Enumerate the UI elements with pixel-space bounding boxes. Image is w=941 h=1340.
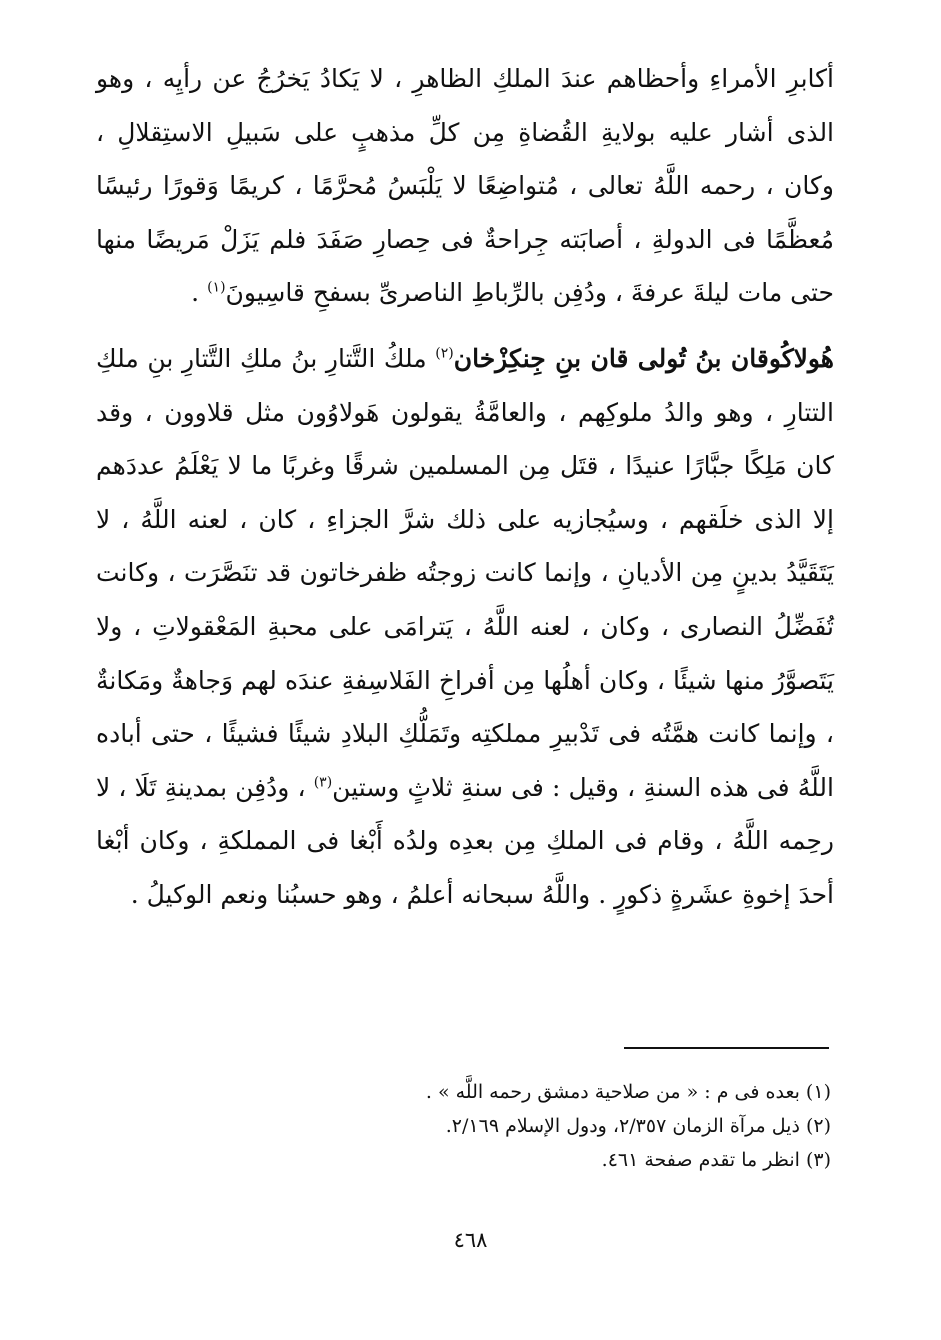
text-line: اللَّهُ تعالى ، مُتواضِعًا لا يَلْبَسُ مُحرَّمًا ، كريمًا وَقورًا رئيسًا مُعظَّمًا فى الدولةِ ، [96, 171, 834, 254]
paragraph-2 [96, 332, 834, 922]
text-line: وستين [332, 772, 400, 802]
text-line: المملكةِ ، وكان أبْغا أحدَ إخوةِ عشَرةٍ ذكورٍ . واللَّهُ سبحانه أعلمُ ، وهو حسبُنا [96, 826, 834, 909]
footnote-marker: (١) [207, 280, 226, 297]
footnote-divider [624, 1047, 829, 1049]
footnote-marker: (٣) [313, 774, 333, 791]
text-line: كانت زوجتُه ظفرخاتون قد تنَصَّرَت ، وكانت تُفَضِّلُ النصارى ، وكان ، لعنه [96, 558, 834, 641]
main-text [96, 52, 834, 922]
text-line: ونعم الوكيلُ . [130, 879, 269, 909]
footnotes [231, 1075, 831, 1177]
text-line: بالرِّباطِ الناصرىِّ بسفحِ قاسِيونَ [225, 278, 545, 308]
text-line: جبَّارًا عنيدًا ، قتَل مِن المسلمين شرقًا وغربًا ما لا يَعْلَمُ عددَهم إلا الذى خلَقهم ، [96, 451, 835, 534]
text-line: أصابَته جِراحةٌ فى حِصارِ صَفَدَ فلم يَزَلْ مَريضًا منها حتى مات ليلةَ عرفةَ ، ودُفِن [96, 224, 834, 308]
text-line: اللَّهُ ، يَترامَى على محبةِ المَعْقولاتِ ، ولا يَتَصوَّرُ منها شيئًا ، وكان أهلُها مِن أفراخِ [96, 611, 835, 695]
footnote-3: (٣) انظر ما تقدم صفحة ٤٦١. [601, 1149, 831, 1171]
heading-tail: ملكُ التَّتارِ بنُ ملكِ التَّتارِ بنِ ملكِ [96, 343, 436, 373]
entry-heading: هُولاكُوقان بنُ تُولى قان بنِ جِنكِزْخان [453, 343, 834, 373]
text-line: البلادِ شيئًا فشيئًا ، حتى أباده اللَّهُ فى هذه السنةِ ، وقيل : فى سنةِ ثلاثٍ [96, 719, 834, 802]
page-number: ٤٦٨ [453, 1228, 488, 1252]
text-line: التتارِ ، وهو والدُ ملوكِهم ، والعامَّةُ يقولون هَولاوُون مثل قلاوون ، وقد كان مَلِكًا [96, 397, 835, 481]
text-line: الفَلاسِفةِ عندَه لهم وَجاهةٌ ومَكانةٌ ، وإنما كانت همَّتُه فى تَدْبيرِ مملكتِه وتَمَلُّكِ [96, 665, 834, 749]
footnote-1: (١) بعده فى م : « من صلاحية دمشق رحمه اللَّه » . [425, 1081, 831, 1103]
text-line: ، ودُفِن بمدينةِ تَلَا ، لا رحِمه اللَّهُ ، وقام فى الملكِ مِن بعدِه ولدُه أَبْغا فى [96, 772, 835, 856]
text-line-tail: . [191, 278, 208, 308]
footnote-2: (٢) ذيل مرآة الزمان ٢/٣٥٧، ودول الإسلام ٢/١٦٩. [445, 1115, 831, 1137]
paragraph-1 [96, 52, 834, 320]
footnote-marker: (٢) [435, 345, 454, 362]
text-line: أكابرِ الأمراءِ وأحظاهم عندَ الملكِ الظاهرِ ، لا يَكادُ يَخرُجُ عن رأيِه ، وهو الذى [96, 64, 835, 147]
text-line: أشار عليه بولايةِ القُضاةِ مِن كلِّ مذهبٍ على سَبيلِ الاستِقلالِ ، وكان ، رحمه [96, 117, 834, 201]
text-line: وسيُجازيه على ذلك شرَّ الجزاءِ ، كان ، لعنه اللَّهُ ، لا يَتَقَيَّدُ بدينٍ مِن الأديانِ ، وإنما [96, 504, 834, 588]
